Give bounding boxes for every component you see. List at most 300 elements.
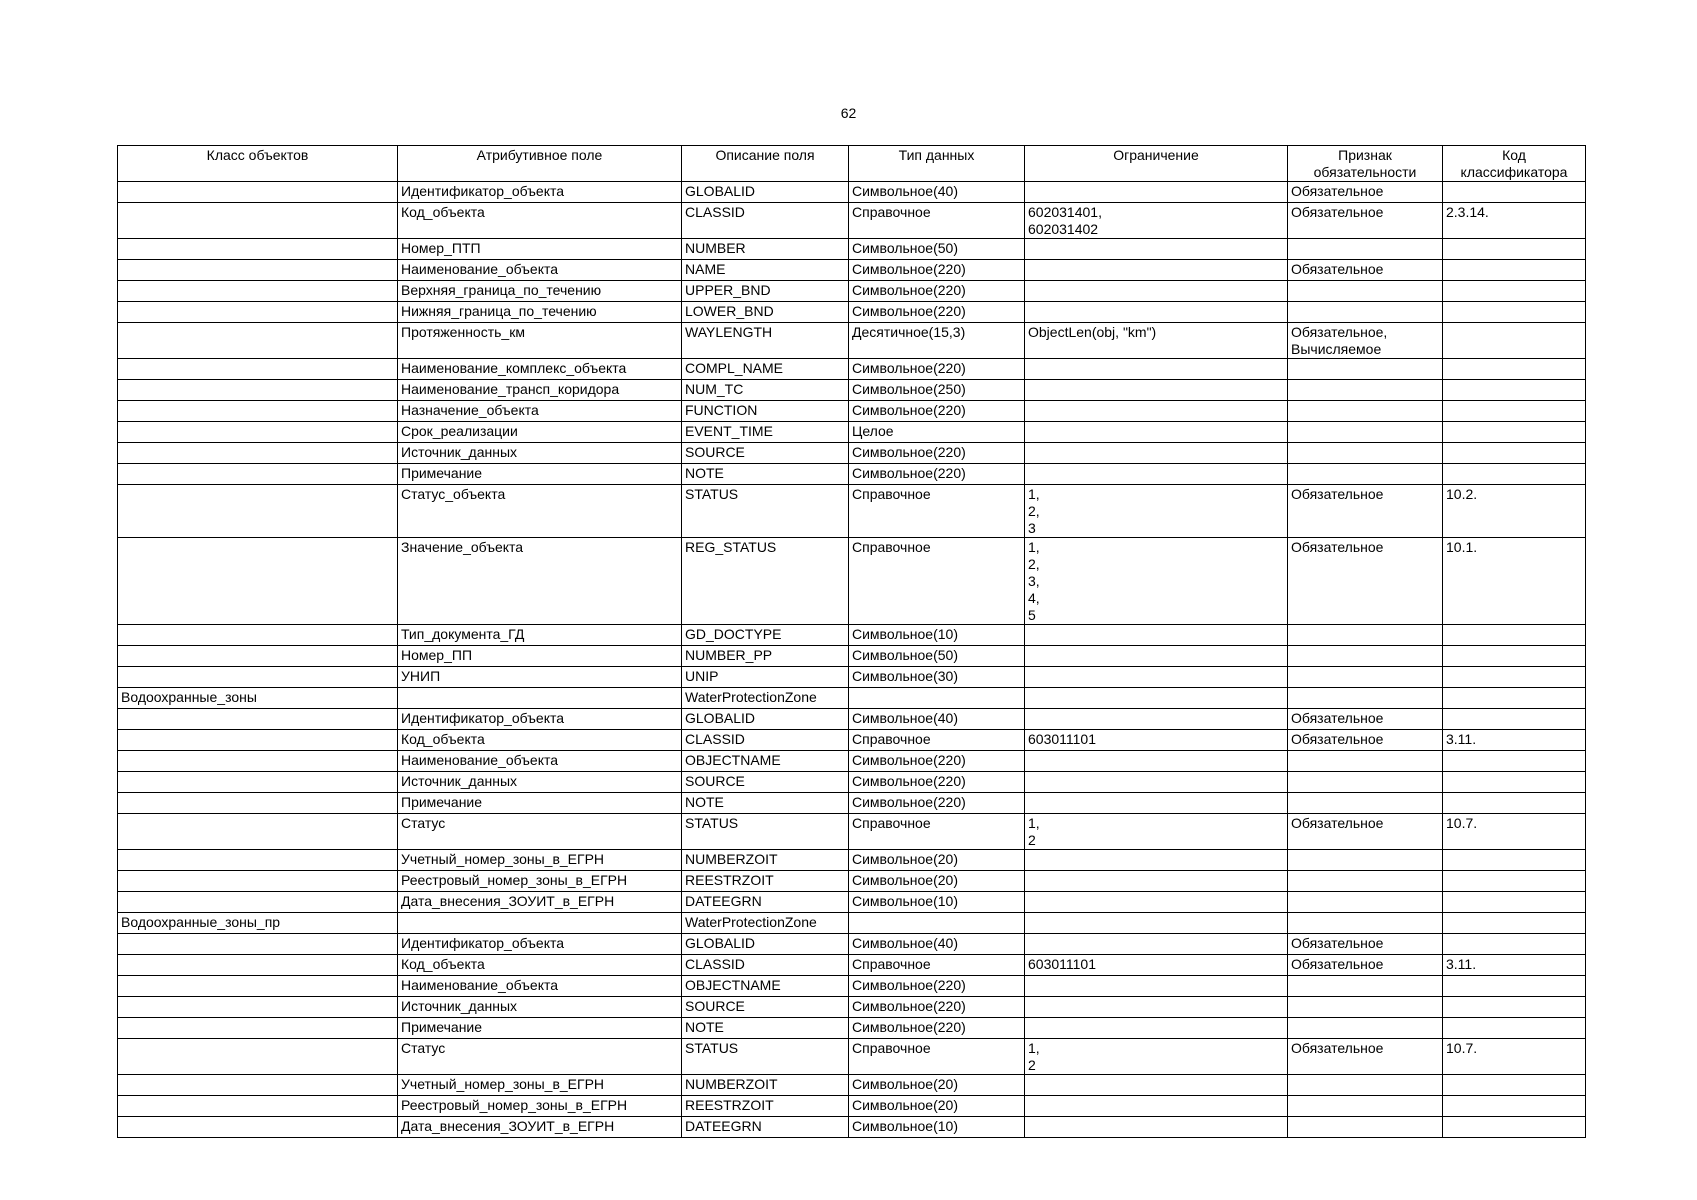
cell-required xyxy=(1288,1075,1443,1096)
cell-data-type: Символьное(220) xyxy=(849,359,1025,380)
cell-constraint xyxy=(1025,646,1288,667)
cell-attribute: Статус_объекта xyxy=(398,485,682,538)
cell-data-type: Символьное(220) xyxy=(849,976,1025,997)
cell-description: NUMBER xyxy=(682,239,849,260)
table-row xyxy=(118,323,1586,359)
cell-required xyxy=(1288,625,1443,646)
cell-classifier-code xyxy=(1443,688,1586,709)
table-row xyxy=(118,1039,1586,1075)
cell-class xyxy=(118,751,398,772)
table-row xyxy=(118,955,1586,976)
cell-classifier-code: 3.11. xyxy=(1443,955,1586,976)
cell-data-type xyxy=(849,688,1025,709)
table-row xyxy=(118,422,1586,443)
cell-constraint xyxy=(1025,260,1288,281)
cell-required xyxy=(1288,239,1443,260)
cell-constraint xyxy=(1025,464,1288,485)
cell-required xyxy=(1288,850,1443,871)
cell-attribute: Верхняя_граница_по_течению xyxy=(398,281,682,302)
cell-classifier-code xyxy=(1443,281,1586,302)
cell-data-type: Справочное xyxy=(849,1039,1025,1075)
cell-data-type: Символьное(220) xyxy=(849,401,1025,422)
table-row xyxy=(118,850,1586,871)
cell-required xyxy=(1288,913,1443,934)
cell-required xyxy=(1288,302,1443,323)
cell-description: NUMBER_PP xyxy=(682,646,849,667)
cell-data-type: Справочное xyxy=(849,538,1025,625)
cell-constraint xyxy=(1025,1096,1288,1117)
cell-data-type: Символьное(20) xyxy=(849,871,1025,892)
cell-data-type: Символьное(10) xyxy=(849,892,1025,913)
cell-data-type: Символьное(220) xyxy=(849,302,1025,323)
cell-data-type: Символьное(20) xyxy=(849,1096,1025,1117)
cell-class xyxy=(118,422,398,443)
cell-classifier-code xyxy=(1443,997,1586,1018)
cell-constraint: ObjectLen(obj, "km") xyxy=(1025,323,1288,359)
cell-required xyxy=(1288,892,1443,913)
cell-required xyxy=(1288,688,1443,709)
cell-required: Обязательное xyxy=(1288,709,1443,730)
cell-required: Обязательное, Вычисляемое xyxy=(1288,323,1443,359)
table-row xyxy=(118,793,1586,814)
cell-required xyxy=(1288,1096,1443,1117)
cell-classifier-code xyxy=(1443,772,1586,793)
attribute-table xyxy=(117,145,1586,1138)
cell-data-type: Символьное(220) xyxy=(849,793,1025,814)
table-row xyxy=(118,892,1586,913)
cell-required xyxy=(1288,281,1443,302)
cell-data-type: Символьное(40) xyxy=(849,934,1025,955)
cell-data-type: Символьное(220) xyxy=(849,443,1025,464)
cell-attribute: Учетный_номер_зоны_в_ЕГРН xyxy=(398,1075,682,1096)
cell-data-type: Символьное(250) xyxy=(849,380,1025,401)
cell-attribute: Наименование_трансп_коридора xyxy=(398,380,682,401)
cell-description: NAME xyxy=(682,260,849,281)
cell-class xyxy=(118,934,398,955)
table-row xyxy=(118,871,1586,892)
cell-classifier-code xyxy=(1443,976,1586,997)
cell-description: GLOBALID xyxy=(682,182,849,203)
cell-required xyxy=(1288,646,1443,667)
cell-classifier-code xyxy=(1443,443,1586,464)
cell-attribute xyxy=(398,913,682,934)
table-row xyxy=(118,814,1586,850)
cell-description: DATEEGRN xyxy=(682,892,849,913)
table-row xyxy=(118,1117,1586,1138)
table-row xyxy=(118,443,1586,464)
table-row xyxy=(118,359,1586,380)
cell-classifier-code xyxy=(1443,1117,1586,1138)
cell-class xyxy=(118,667,398,688)
cell-data-type: Десятичное(15,3) xyxy=(849,323,1025,359)
header-classifier-code: Код классификатора xyxy=(1443,146,1586,182)
cell-description: OBJECTNAME xyxy=(682,976,849,997)
cell-class xyxy=(118,485,398,538)
cell-required xyxy=(1288,422,1443,443)
cell-class xyxy=(118,323,398,359)
cell-constraint xyxy=(1025,380,1288,401)
table-row xyxy=(118,934,1586,955)
cell-classifier-code: 10.2. xyxy=(1443,485,1586,538)
cell-constraint xyxy=(1025,913,1288,934)
cell-required xyxy=(1288,1117,1443,1138)
table-row xyxy=(118,751,1586,772)
cell-classifier-code xyxy=(1443,359,1586,380)
cell-classifier-code xyxy=(1443,709,1586,730)
cell-required: Обязательное xyxy=(1288,182,1443,203)
cell-attribute: Назначение_объекта xyxy=(398,401,682,422)
table-row xyxy=(118,281,1586,302)
cell-attribute: Статус xyxy=(398,814,682,850)
cell-constraint xyxy=(1025,1018,1288,1039)
cell-constraint xyxy=(1025,422,1288,443)
cell-description: CLASSID xyxy=(682,730,849,751)
cell-class: Водоохранные_зоны xyxy=(118,688,398,709)
table-row xyxy=(118,772,1586,793)
cell-classifier-code xyxy=(1443,934,1586,955)
cell-description: STATUS xyxy=(682,485,849,538)
cell-class xyxy=(118,850,398,871)
cell-constraint xyxy=(1025,793,1288,814)
cell-required xyxy=(1288,667,1443,688)
cell-constraint xyxy=(1025,850,1288,871)
cell-data-type: Справочное xyxy=(849,955,1025,976)
cell-required xyxy=(1288,997,1443,1018)
cell-constraint xyxy=(1025,976,1288,997)
cell-description: NUMBERZOIT xyxy=(682,1075,849,1096)
cell-data-type: Символьное(40) xyxy=(849,182,1025,203)
cell-class xyxy=(118,997,398,1018)
cell-data-type: Символьное(220) xyxy=(849,464,1025,485)
table-row xyxy=(118,1018,1586,1039)
cell-data-type: Символьное(10) xyxy=(849,1117,1025,1138)
cell-class xyxy=(118,260,398,281)
cell-attribute: Статус xyxy=(398,1039,682,1075)
cell-data-type: Символьное(10) xyxy=(849,625,1025,646)
cell-constraint xyxy=(1025,772,1288,793)
cell-constraint: 1, 2 xyxy=(1025,814,1288,850)
header-attribute: Атрибутивное поле xyxy=(398,146,682,182)
cell-class xyxy=(118,1018,398,1039)
cell-attribute: Идентификатор_объекта xyxy=(398,709,682,730)
header-constraint: Ограничение xyxy=(1025,146,1288,182)
header-row xyxy=(118,146,1586,182)
cell-data-type: Символьное(50) xyxy=(849,646,1025,667)
cell-attribute: Наименование_объекта xyxy=(398,976,682,997)
cell-data-type: Справочное xyxy=(849,814,1025,850)
cell-description: FUNCTION xyxy=(682,401,849,422)
cell-description: COMPL_NAME xyxy=(682,359,849,380)
cell-description: NUM_TC xyxy=(682,380,849,401)
cell-classifier-code: 3.11. xyxy=(1443,730,1586,751)
cell-class: Водоохранные_зоны_пр xyxy=(118,913,398,934)
cell-description: NOTE xyxy=(682,793,849,814)
cell-constraint: 1, 2 xyxy=(1025,1039,1288,1075)
cell-classifier-code xyxy=(1443,182,1586,203)
cell-attribute: Примечание xyxy=(398,464,682,485)
cell-attribute: Код_объекта xyxy=(398,955,682,976)
cell-description: GLOBALID xyxy=(682,709,849,730)
table-body xyxy=(118,182,1586,1138)
cell-data-type: Символьное(30) xyxy=(849,667,1025,688)
cell-constraint xyxy=(1025,239,1288,260)
cell-class xyxy=(118,709,398,730)
table-row xyxy=(118,1096,1586,1117)
cell-description: GLOBALID xyxy=(682,934,849,955)
cell-data-type xyxy=(849,913,1025,934)
cell-required xyxy=(1288,793,1443,814)
cell-class xyxy=(118,203,398,239)
cell-data-type: Символьное(220) xyxy=(849,772,1025,793)
cell-attribute: Номер_ПП xyxy=(398,646,682,667)
cell-required xyxy=(1288,464,1443,485)
cell-classifier-code xyxy=(1443,1018,1586,1039)
cell-class xyxy=(118,281,398,302)
cell-description: REG_STATUS xyxy=(682,538,849,625)
cell-classifier-code xyxy=(1443,646,1586,667)
cell-attribute: УНИП xyxy=(398,667,682,688)
cell-description: LOWER_BND xyxy=(682,302,849,323)
cell-data-type: Символьное(220) xyxy=(849,260,1025,281)
cell-constraint xyxy=(1025,1117,1288,1138)
cell-description: SOURCE xyxy=(682,997,849,1018)
cell-required xyxy=(1288,772,1443,793)
cell-class xyxy=(118,793,398,814)
cell-constraint: 603011101 xyxy=(1025,730,1288,751)
cell-attribute: Реестровый_номер_зоны_в_ЕГРН xyxy=(398,1096,682,1117)
cell-classifier-code xyxy=(1443,625,1586,646)
table-row xyxy=(118,997,1586,1018)
cell-classifier-code xyxy=(1443,323,1586,359)
cell-classifier-code xyxy=(1443,380,1586,401)
cell-attribute: Значение_объекта xyxy=(398,538,682,625)
cell-data-type: Символьное(220) xyxy=(849,751,1025,772)
cell-required: Обязательное xyxy=(1288,1039,1443,1075)
cell-required xyxy=(1288,976,1443,997)
cell-required: Обязательное xyxy=(1288,730,1443,751)
cell-description: CLASSID xyxy=(682,203,849,239)
cell-constraint xyxy=(1025,1075,1288,1096)
page-number: 62 xyxy=(840,105,857,121)
cell-required: Обязательное xyxy=(1288,538,1443,625)
table-row xyxy=(118,667,1586,688)
cell-constraint: 603011101 xyxy=(1025,955,1288,976)
cell-attribute: Источник_данных xyxy=(398,772,682,793)
cell-classifier-code xyxy=(1443,751,1586,772)
cell-description: UNIP xyxy=(682,667,849,688)
table-row xyxy=(118,625,1586,646)
cell-attribute: Номер_ПТП xyxy=(398,239,682,260)
cell-constraint xyxy=(1025,182,1288,203)
cell-description: SOURCE xyxy=(682,443,849,464)
cell-classifier-code: 10.7. xyxy=(1443,1039,1586,1075)
cell-description: UPPER_BND xyxy=(682,281,849,302)
cell-class xyxy=(118,239,398,260)
cell-description: DATEEGRN xyxy=(682,1117,849,1138)
cell-class xyxy=(118,464,398,485)
cell-class xyxy=(118,1096,398,1117)
cell-attribute: Источник_данных xyxy=(398,443,682,464)
table-row xyxy=(118,730,1586,751)
cell-data-type: Символьное(220) xyxy=(849,997,1025,1018)
cell-description: CLASSID xyxy=(682,955,849,976)
cell-attribute: Тип_документа_ГД xyxy=(398,625,682,646)
cell-attribute: Наименование_комплекс_объекта xyxy=(398,359,682,380)
cell-description: REESTRZOIT xyxy=(682,871,849,892)
header-class: Класс объектов xyxy=(118,146,398,182)
cell-classifier-code: 10.7. xyxy=(1443,814,1586,850)
cell-class xyxy=(118,892,398,913)
cell-classifier-code xyxy=(1443,302,1586,323)
cell-constraint: 1, 2, 3 xyxy=(1025,485,1288,538)
cell-constraint xyxy=(1025,625,1288,646)
cell-attribute: Протяженность_км xyxy=(398,323,682,359)
cell-constraint xyxy=(1025,359,1288,380)
cell-class xyxy=(118,1117,398,1138)
cell-classifier-code xyxy=(1443,401,1586,422)
cell-data-type: Целое xyxy=(849,422,1025,443)
cell-class xyxy=(118,302,398,323)
cell-class xyxy=(118,646,398,667)
cell-classifier-code xyxy=(1443,850,1586,871)
cell-description: NOTE xyxy=(682,464,849,485)
table-row xyxy=(118,646,1586,667)
table-row xyxy=(118,688,1586,709)
cell-class xyxy=(118,1075,398,1096)
cell-description: NUMBERZOIT xyxy=(682,850,849,871)
cell-description: SOURCE xyxy=(682,772,849,793)
cell-attribute: Идентификатор_объекта xyxy=(398,934,682,955)
cell-description: OBJECTNAME xyxy=(682,751,849,772)
cell-attribute: Наименование_объекта xyxy=(398,260,682,281)
cell-class xyxy=(118,182,398,203)
table-row xyxy=(118,485,1586,538)
header-description: Описание поля xyxy=(682,146,849,182)
table-row xyxy=(118,538,1586,625)
cell-constraint xyxy=(1025,401,1288,422)
cell-constraint xyxy=(1025,751,1288,772)
cell-attribute: Примечание xyxy=(398,1018,682,1039)
cell-data-type: Символьное(50) xyxy=(849,239,1025,260)
cell-class xyxy=(118,401,398,422)
cell-description: EVENT_TIME xyxy=(682,422,849,443)
cell-classifier-code xyxy=(1443,793,1586,814)
cell-attribute: Источник_данных xyxy=(398,997,682,1018)
table-row xyxy=(118,302,1586,323)
table-row xyxy=(118,182,1586,203)
cell-data-type: Символьное(20) xyxy=(849,850,1025,871)
cell-class xyxy=(118,772,398,793)
cell-constraint xyxy=(1025,934,1288,955)
cell-constraint xyxy=(1025,667,1288,688)
cell-description: WaterProtectionZone xyxy=(682,913,849,934)
cell-description: WAYLENGTH xyxy=(682,323,849,359)
cell-required xyxy=(1288,401,1443,422)
cell-required: Обязательное xyxy=(1288,814,1443,850)
cell-description: STATUS xyxy=(682,1039,849,1075)
cell-constraint xyxy=(1025,997,1288,1018)
cell-class xyxy=(118,814,398,850)
cell-data-type: Справочное xyxy=(849,203,1025,239)
cell-required: Обязательное xyxy=(1288,934,1443,955)
cell-classifier-code: 10.1. xyxy=(1443,538,1586,625)
cell-attribute: Реестровый_номер_зоны_в_ЕГРН xyxy=(398,871,682,892)
cell-required xyxy=(1288,380,1443,401)
cell-constraint xyxy=(1025,302,1288,323)
cell-class xyxy=(118,443,398,464)
cell-attribute: Нижняя_граница_по_течению xyxy=(398,302,682,323)
table-row xyxy=(118,203,1586,239)
cell-data-type: Символьное(220) xyxy=(849,1018,1025,1039)
table-row xyxy=(118,976,1586,997)
table-row xyxy=(118,380,1586,401)
table-row xyxy=(118,260,1586,281)
table-row xyxy=(118,401,1586,422)
cell-class xyxy=(118,359,398,380)
header-data-type: Тип данных xyxy=(849,146,1025,182)
cell-required xyxy=(1288,443,1443,464)
cell-required: Обязательное xyxy=(1288,203,1443,239)
cell-class xyxy=(118,625,398,646)
cell-constraint: 602031401, 602031402 xyxy=(1025,203,1288,239)
cell-attribute: Дата_внесения_ЗОУИТ_в_ЕГРН xyxy=(398,892,682,913)
cell-required: Обязательное xyxy=(1288,955,1443,976)
table-row xyxy=(118,913,1586,934)
cell-classifier-code xyxy=(1443,667,1586,688)
cell-data-type: Справочное xyxy=(849,730,1025,751)
cell-class xyxy=(118,1039,398,1075)
cell-class xyxy=(118,380,398,401)
cell-class xyxy=(118,976,398,997)
cell-data-type: Символьное(220) xyxy=(849,281,1025,302)
cell-constraint xyxy=(1025,709,1288,730)
header-required: Признак обязательности xyxy=(1288,146,1443,182)
cell-classifier-code xyxy=(1443,464,1586,485)
cell-required xyxy=(1288,359,1443,380)
cell-class xyxy=(118,955,398,976)
cell-classifier-code xyxy=(1443,239,1586,260)
cell-required xyxy=(1288,1018,1443,1039)
cell-description: GD_DOCTYPE xyxy=(682,625,849,646)
table-row xyxy=(118,239,1586,260)
cell-description: STATUS xyxy=(682,814,849,850)
cell-attribute: Код_объекта xyxy=(398,730,682,751)
cell-attribute: Дата_внесения_ЗОУИТ_в_ЕГРН xyxy=(398,1117,682,1138)
cell-required: Обязательное xyxy=(1288,260,1443,281)
cell-class xyxy=(118,871,398,892)
cell-constraint: 1, 2, 3, 4, 5 xyxy=(1025,538,1288,625)
cell-classifier-code xyxy=(1443,913,1586,934)
cell-class xyxy=(118,730,398,751)
cell-data-type: Символьное(40) xyxy=(849,709,1025,730)
cell-attribute: Срок_реализации xyxy=(398,422,682,443)
cell-attribute xyxy=(398,688,682,709)
cell-classifier-code xyxy=(1443,422,1586,443)
table-row xyxy=(118,709,1586,730)
cell-classifier-code xyxy=(1443,1075,1586,1096)
cell-attribute: Примечание xyxy=(398,793,682,814)
cell-attribute: Учетный_номер_зоны_в_ЕГРН xyxy=(398,850,682,871)
cell-required xyxy=(1288,751,1443,772)
cell-constraint xyxy=(1025,443,1288,464)
table-row xyxy=(118,1075,1586,1096)
cell-required xyxy=(1288,871,1443,892)
cell-classifier-code xyxy=(1443,892,1586,913)
table-row xyxy=(118,464,1586,485)
cell-classifier-code xyxy=(1443,260,1586,281)
cell-attribute: Идентификатор_объекта xyxy=(398,182,682,203)
cell-attribute: Наименование_объекта xyxy=(398,751,682,772)
